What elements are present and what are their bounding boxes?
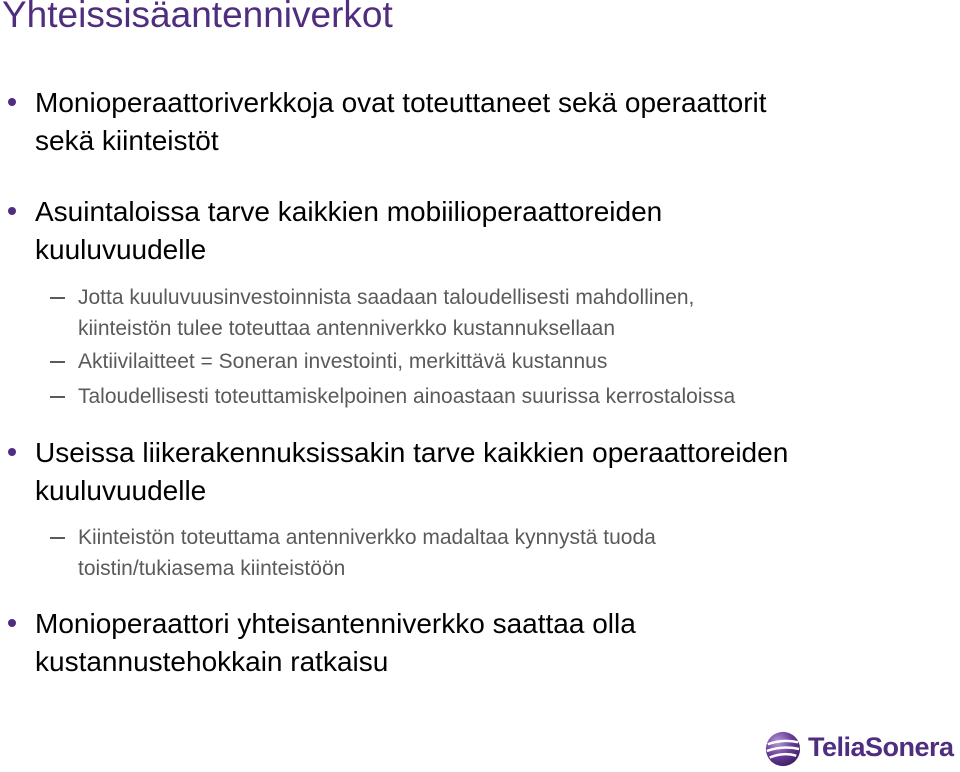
bullet-text-line: Monioperaattoriverkkoja ovat toteuttaneet sekä operaattorit (35, 87, 767, 118)
bullet-text-line: kuuluvuudelle (35, 475, 207, 506)
sub-bullet-text-line: Taloudellisesti toteuttamiskelpoinen ainoastaan suurissa kerrostaloissa (78, 385, 736, 408)
bullet-item (35, 84, 767, 160)
dash-marker (50, 297, 65, 299)
bullet-text-line: kuuluvuudelle (35, 234, 207, 265)
bullet-text-line: sekä kiinteistöt (35, 125, 219, 156)
bullet-text-line: Monioperaattori yhteisantenniverkko saattaa olla (35, 608, 636, 639)
dash-marker (50, 537, 65, 539)
sub-bullet-text-line: kiinteistön tulee toteuttaa antenniverkko kustannuksellaan (78, 317, 616, 340)
sub-bullet-text-line: toistin/tukiasema kiinteistöön (78, 557, 346, 580)
slide-title: Yhteissisäantenniverkot (2, 0, 393, 35)
sub-bullet-item (78, 282, 694, 344)
bullet-item (35, 605, 636, 681)
bullet-item (35, 193, 662, 269)
sub-bullet-text-line: Aktiivilaitteet = Soneran investointi, merkittävä kustannus (78, 350, 608, 373)
bullet-text-line: Useissa liikerakennuksissakin tarve kaikkien operaattoreiden (35, 437, 789, 468)
bullet-marker (8, 207, 16, 215)
teliasonera-sphere-icon (764, 730, 802, 768)
teliasonera-logo (764, 728, 960, 772)
bullet-marker (8, 619, 16, 627)
bullet-item (35, 434, 788, 510)
logo-text: TeliaSonera (808, 732, 954, 762)
sub-bullet-text-line: Jotta kuuluvuusinvestoinnista saadaan taloudellisesti mahdollinen, (78, 286, 695, 309)
dash-marker (50, 396, 65, 398)
sub-bullet-item (78, 346, 607, 377)
bullet-marker (8, 448, 16, 456)
dash-marker (50, 361, 65, 363)
bullet-marker (8, 98, 16, 106)
sub-bullet-item (78, 522, 656, 584)
bullet-text-line: kustannustehokkain ratkaisu (35, 646, 389, 677)
bullet-text-line: Asuintaloissa tarve kaikkien mobiilioperaattoreiden (35, 196, 663, 227)
sub-bullet-item (78, 381, 735, 412)
sub-bullet-text-line: Kiinteistön toteuttama antenniverkko madaltaa kynnystä tuoda (78, 526, 656, 549)
